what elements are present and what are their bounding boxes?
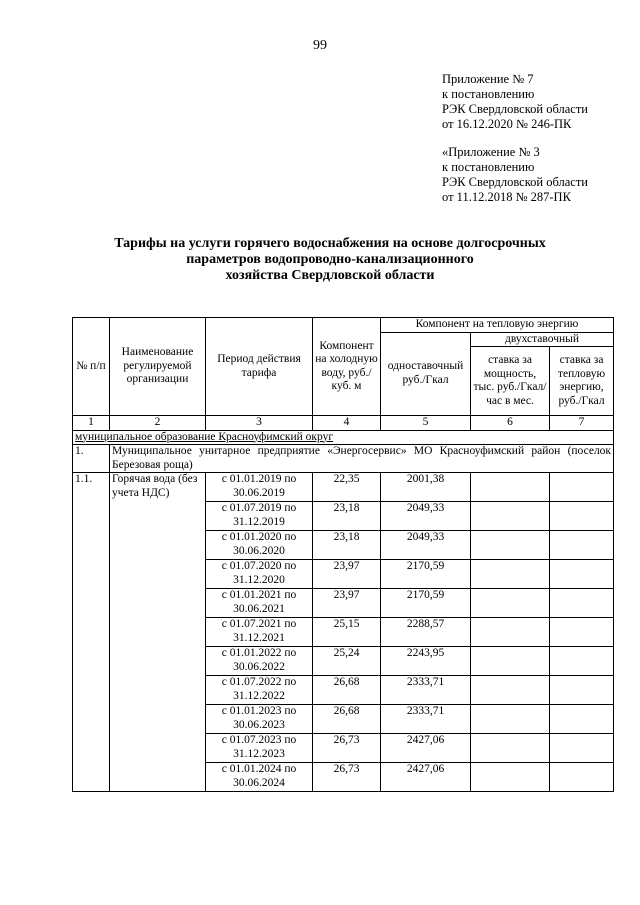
energy-rate-value bbox=[550, 589, 614, 618]
service-number: 1.1. bbox=[73, 473, 110, 792]
capacity-rate-value bbox=[471, 705, 550, 734]
tariff-period: с 01.01.2021 по 30.06.2021 bbox=[206, 589, 313, 618]
title-line: хозяйства Свердловской области bbox=[225, 268, 435, 283]
cold-water-value: 23,18 bbox=[313, 502, 381, 531]
tariff-period: с 01.01.2022 по 30.06.2022 bbox=[206, 647, 313, 676]
tariff-period: с 01.01.2020 по 30.06.2020 bbox=[206, 531, 313, 560]
org-number: 1. bbox=[73, 445, 110, 473]
header-organization: Наименование регулируемой организации bbox=[110, 318, 206, 416]
energy-rate-value bbox=[550, 473, 614, 502]
column-number: 2 bbox=[110, 416, 206, 431]
appendix-main bbox=[442, 72, 588, 132]
tariff-table bbox=[72, 317, 614, 792]
document-title bbox=[60, 236, 600, 284]
single-rate-value: 2333,71 bbox=[381, 705, 471, 734]
tariff-row bbox=[73, 473, 614, 502]
single-rate-value: 2243,95 bbox=[381, 647, 471, 676]
energy-rate-value bbox=[550, 502, 614, 531]
cold-water-value: 26,73 bbox=[313, 734, 381, 763]
column-number: 4 bbox=[313, 416, 381, 431]
cold-water-value: 26,68 bbox=[313, 676, 381, 705]
capacity-rate-value bbox=[471, 734, 550, 763]
cold-water-value: 26,68 bbox=[313, 705, 381, 734]
energy-rate-value bbox=[550, 676, 614, 705]
tariff-period: с 01.07.2020 по 31.12.2020 bbox=[206, 560, 313, 589]
header-num: № п/п bbox=[73, 318, 110, 416]
tariff-period: с 01.07.2021 по 31.12.2021 bbox=[206, 618, 313, 647]
single-rate-value: 2427,06 bbox=[381, 763, 471, 792]
capacity-rate-value bbox=[471, 502, 550, 531]
appendix-previous-line: РЭК Свердловской области bbox=[442, 175, 588, 189]
single-rate-value: 2049,33 bbox=[381, 531, 471, 560]
appendix-main-line: Приложение № 7 bbox=[442, 72, 534, 86]
appendix-previous-line: от 11.12.2018 № 287-ПК bbox=[442, 190, 571, 204]
header-energy-rate: ставка за тепловую энергию, руб./Гкал bbox=[550, 347, 614, 416]
tariff-period: с 01.01.2024 по 30.06.2024 bbox=[206, 763, 313, 792]
cold-water-value: 23,97 bbox=[313, 589, 381, 618]
single-rate-value: 2288,57 bbox=[381, 618, 471, 647]
energy-rate-value bbox=[550, 618, 614, 647]
column-number: 1 bbox=[73, 416, 110, 431]
capacity-rate-value bbox=[471, 763, 550, 792]
capacity-rate-value bbox=[471, 676, 550, 705]
energy-rate-value bbox=[550, 734, 614, 763]
title-line: Тарифы на услуги горячего водоснабжения на основе долгосрочных bbox=[114, 236, 546, 251]
appendix-main-line: РЭК Свердловской области bbox=[442, 102, 588, 116]
appendix-previous-line: «Приложение № 3 bbox=[442, 145, 540, 159]
tariff-period: с 01.07.2022 по 31.12.2022 bbox=[206, 676, 313, 705]
header-two-rate: двухставочный bbox=[471, 332, 614, 347]
capacity-rate-value bbox=[471, 560, 550, 589]
section-heading: муниципальное образование Красноуфимский округ bbox=[73, 430, 614, 445]
energy-rate-value bbox=[550, 531, 614, 560]
cold-water-value: 22,35 bbox=[313, 473, 381, 502]
appendix-previous-line: к постановлению bbox=[442, 160, 535, 174]
appendix-previous bbox=[442, 145, 588, 205]
tariff-period: с 01.07.2023 по 31.12.2023 bbox=[206, 734, 313, 763]
column-number: 7 bbox=[550, 416, 614, 431]
capacity-rate-value bbox=[471, 589, 550, 618]
energy-rate-value bbox=[550, 560, 614, 589]
service-name: Горячая вода (без учета НДС) bbox=[110, 473, 206, 792]
single-rate-value: 2333,71 bbox=[381, 676, 471, 705]
header-cold-water: Компонент на холодную воду, руб./куб. м bbox=[313, 318, 381, 416]
cold-water-value: 25,15 bbox=[313, 618, 381, 647]
single-rate-value: 2049,33 bbox=[381, 502, 471, 531]
cold-water-value: 23,18 bbox=[313, 531, 381, 560]
column-number: 5 bbox=[381, 416, 471, 431]
org-name: Муниципальное унитарное предприятие «Энергосервис» МО Красноуфимский район (поселок Березовая роща) bbox=[110, 445, 614, 473]
energy-rate-value bbox=[550, 763, 614, 792]
capacity-rate-value bbox=[471, 473, 550, 502]
single-rate-value: 2427,06 bbox=[381, 734, 471, 763]
energy-rate-value bbox=[550, 647, 614, 676]
cold-water-value: 26,73 bbox=[313, 763, 381, 792]
column-number: 3 bbox=[206, 416, 313, 431]
tariff-period: с 01.07.2019 по 31.12.2019 bbox=[206, 502, 313, 531]
column-number-row bbox=[73, 416, 614, 431]
page-number: 99 bbox=[313, 38, 327, 53]
tariff-period: с 01.01.2023 по 30.06.2023 bbox=[206, 705, 313, 734]
single-rate-value: 2001,38 bbox=[381, 473, 471, 502]
header-capacity-rate: ставка за мощность, тыс. руб./Гкал/час в мес. bbox=[471, 347, 550, 416]
cold-water-value: 23,97 bbox=[313, 560, 381, 589]
appendix-main-line: к постановлению bbox=[442, 87, 535, 101]
capacity-rate-value bbox=[471, 618, 550, 647]
header-single-rate: одноставочный руб./Гкал bbox=[381, 332, 471, 416]
title-line: параметров водопроводно-канализационного bbox=[186, 252, 474, 267]
capacity-rate-value bbox=[471, 647, 550, 676]
cold-water-value: 25,24 bbox=[313, 647, 381, 676]
single-rate-value: 2170,59 bbox=[381, 560, 471, 589]
column-number: 6 bbox=[471, 416, 550, 431]
header-period: Период действия тарифа bbox=[206, 318, 313, 416]
header-heat-energy: Компонент на тепловую энергию bbox=[381, 318, 614, 333]
tariff-period: с 01.01.2019 по 30.06.2019 bbox=[206, 473, 313, 502]
energy-rate-value bbox=[550, 705, 614, 734]
appendix-main-line: от 16.12.2020 № 246-ПК bbox=[442, 117, 572, 131]
capacity-rate-value bbox=[471, 531, 550, 560]
single-rate-value: 2170,59 bbox=[381, 589, 471, 618]
